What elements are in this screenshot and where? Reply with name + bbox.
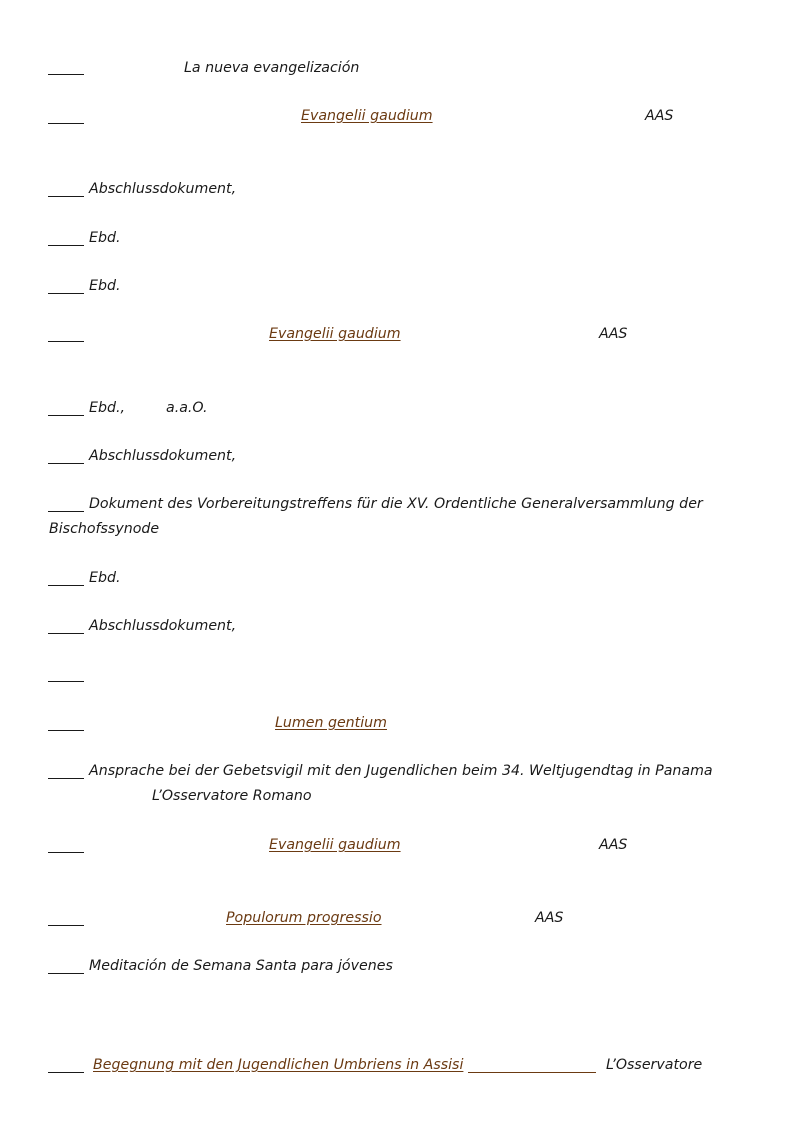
footnote-10-text: Ebd. (89, 570, 121, 586)
footnote-marker-2 (48, 123, 84, 124)
footnote-marker-10 (48, 585, 84, 586)
footnote-8-text: Abschlussdokument, (89, 448, 237, 464)
footnote-1-text: La nueva evangelización (184, 60, 360, 76)
footnote-marker-3 (48, 196, 84, 197)
footnote-18-text2: L’Osservatore (606, 1057, 703, 1073)
footnote-9-text: Dokument des Vorbereitungstreffens für die XV. Ordentliche Generalversammlung der (89, 496, 703, 512)
footnote-18-link-trail (468, 1072, 596, 1073)
footnote-2-aas: AAS (645, 108, 674, 124)
footnote-3-text: Abschlussdokument, (89, 181, 237, 197)
footnote-15-aas: AAS (599, 837, 628, 853)
footnote-13-link[interactable]: Lumen gentium (275, 715, 387, 731)
footnote-15-link[interactable]: Evangelii gaudium (269, 837, 401, 853)
footnote-marker-12 (48, 681, 84, 682)
footnote-marker-16 (48, 925, 84, 926)
footnote-17-text: Meditación de Semana Santa para jóvenes (89, 958, 393, 974)
footnote-marker-1 (48, 74, 84, 75)
footnote-marker-13 (48, 730, 84, 731)
footnote-marker-6 (48, 341, 84, 342)
footnote-11-text: Abschlussdokument, (89, 618, 237, 634)
footnote-marker-11 (48, 633, 84, 634)
footnote-9-continuation: Bischofssynode (49, 521, 160, 537)
footnote-2-link[interactable]: Evangelii gaudium (301, 108, 433, 124)
footnote-marker-8 (48, 463, 84, 464)
footnote-6-aas: AAS (599, 326, 628, 342)
footnote-7-text2: a.a.O. (166, 400, 208, 416)
footnote-marker-14 (48, 778, 84, 779)
footnote-18-link[interactable]: Begegnung mit den Jugendlichen Umbriens in Assisi (93, 1057, 464, 1073)
footnote-16-aas: AAS (535, 910, 564, 926)
footnote-14-continuation: L’Osservatore Romano (152, 788, 312, 804)
footnote-marker-4 (48, 245, 84, 246)
footnote-4-text: Ebd. (89, 230, 121, 246)
footnote-6-link[interactable]: Evangelii gaudium (269, 326, 401, 342)
footnote-marker-7 (48, 415, 84, 416)
footnote-marker-18 (48, 1072, 84, 1073)
footnote-16-link[interactable]: Populorum progressio (226, 910, 382, 926)
footnote-marker-15 (48, 852, 84, 853)
footnote-5-text: Ebd. (89, 278, 121, 294)
footnote-marker-9 (48, 511, 84, 512)
footnote-7-text: Ebd., (89, 400, 125, 416)
footnote-marker-17 (48, 973, 84, 974)
footnote-marker-5 (48, 293, 84, 294)
footnote-14-text: Ansprache bei der Gebetsvigil mit den Jugendlichen beim 34. Weltjugendtag in Panama (89, 763, 713, 779)
